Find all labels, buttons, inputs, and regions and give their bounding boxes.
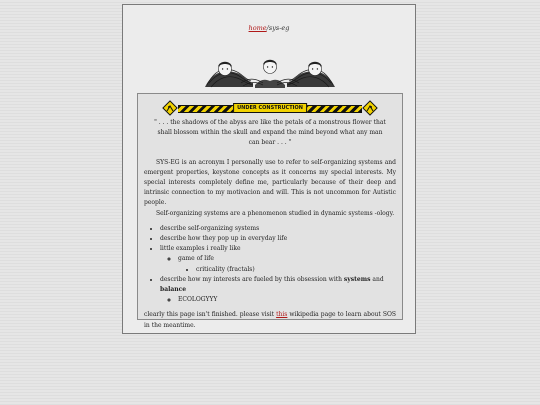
list-item — [160, 244, 396, 275]
page-panel — [122, 4, 416, 334]
list-item: ◦ ECOLOGYYY — [178, 295, 396, 305]
intro-paragraph: SYS-EG is an acronym I personally use to refer to self-organizing systems and emergent properties, keystone concepts as it concerns my special interests. My special interests completely define me, particularly because of their deep and intrinsic connection to my motivacion and will. This is not uncommon for Autistic people. — [144, 158, 396, 207]
epigraph-quote: " . . . the shadows of the abyss are like the petals of a monstrous flower that shall blossom within the skull and expand the mind beyond what any man can bear . . . " — [154, 119, 386, 147]
list-item-and: and — [370, 275, 384, 283]
bold-balance: balance — [160, 286, 187, 294]
list-item-label: game of life — [178, 255, 214, 263]
content-box — [137, 93, 403, 329]
list-item: • describe self-organizing systems — [160, 224, 396, 234]
examples-sublist — [160, 254, 396, 274]
footer-text: clearly this page isn't finished. please visit — [144, 311, 277, 319]
wikipedia-link[interactable]: this — [276, 311, 288, 319]
breadcrumb-current: sys-eg — [268, 24, 290, 32]
breadcrumb — [123, 24, 415, 32]
list-item-text: describe how my interests are fueled by this obsession with — [160, 275, 344, 283]
list-item — [160, 275, 396, 306]
topics-list — [144, 224, 396, 306]
warning-sign-icon — [162, 100, 178, 116]
warning-sign-icon — [362, 100, 378, 116]
list-item: • describe how they pop up in everyday life — [160, 234, 396, 244]
game-of-life-sublist — [178, 265, 396, 275]
interests-sublist — [160, 295, 396, 305]
bold-systems: systems — [343, 275, 371, 283]
list-item-label: little examples i really like — [160, 245, 241, 253]
under-construction-banner — [162, 100, 378, 116]
under-construction-label: UNDER CONSTRUCTION — [233, 103, 307, 113]
intro-paragraph-2: Self-organizing systems are a phenomenon studied in dynamic systems -ology. — [156, 209, 395, 217]
footer-text-end: wikipedia page to learn about SOS in the meantime. — [144, 311, 397, 329]
list-item: • criticality (fractals) — [196, 265, 396, 275]
medusa-heads-illustration — [205, 57, 335, 91]
breadcrumb-separator: / — [266, 24, 269, 32]
footer-note — [144, 310, 396, 330]
breadcrumb-home-link[interactable]: home — [248, 24, 267, 32]
list-item — [178, 254, 396, 274]
